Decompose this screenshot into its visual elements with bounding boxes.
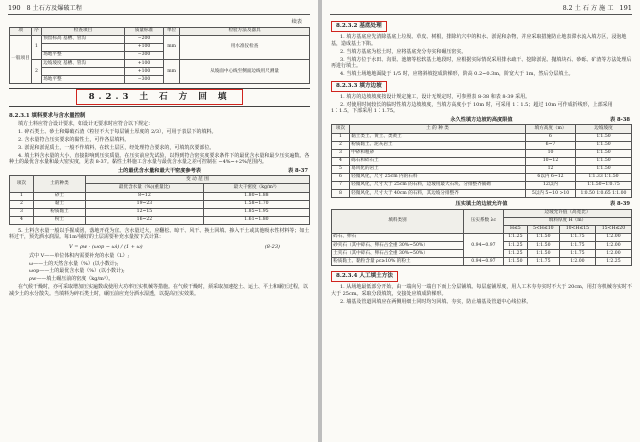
table-cell xyxy=(42,67,125,75)
table-row xyxy=(10,192,310,200)
table-row xyxy=(332,173,632,181)
table-cell: 12 xyxy=(526,165,576,173)
paragraph: 2. 对使用时间较长的临时性填方边坡坡度，当填方高度小于 10m 时，可采用 1∶1.5；超过 10m 可作成折线形，上部采用 1∶1.5，下部采用 1∶1.75。 xyxy=(331,102,613,115)
section-running-title: 8.2 土 石 方 施 工 xyxy=(562,4,614,12)
subsection-heading-base: 8.2.3.2 基底处理 xyxy=(331,21,387,32)
table-cell: 1∶1.25 xyxy=(503,233,527,241)
table-group-header: 变 动 范 围 xyxy=(86,176,310,184)
table-cell: 1∶1.75 xyxy=(559,249,595,257)
table-header: 序 xyxy=(32,27,42,35)
table-row xyxy=(332,233,632,241)
table-cell: 边坡坡度 基槽、管沟 xyxy=(42,59,125,67)
table-row xyxy=(10,208,310,216)
table-cell: 土夹石（其中碎石、卵石占全重 30%~50%） xyxy=(332,249,464,257)
table-cell: 黏土类土、黄土、类黄土 xyxy=(350,133,526,141)
table-cell: 4 xyxy=(332,157,350,165)
table-caption xyxy=(331,201,632,208)
section-title: 8.2.3 土 石 方 回 填 xyxy=(76,89,244,105)
table-cell: 一般项目 xyxy=(10,35,32,83)
table-cell: +100 xyxy=(124,43,163,51)
table-cell: 0.94~0.97 xyxy=(463,258,503,266)
table-row xyxy=(332,141,632,149)
table-cell: 1∶1.25 xyxy=(503,241,527,249)
table-cell: +100 xyxy=(124,59,163,67)
table-header: 土的种类 xyxy=(34,176,86,192)
table-header: 检验方法及器具 xyxy=(180,27,310,35)
table-cell: mm xyxy=(164,59,180,83)
table-cell: 黏土 xyxy=(34,200,86,208)
paragraph: 2. 墙基及管道回填应在两侧用细土同时均匀回填、夯实，防止墙基及管道中心线位移。 xyxy=(340,298,532,305)
table-header: H≤5 xyxy=(503,225,527,233)
table-cell: 1 xyxy=(10,192,34,200)
table-row xyxy=(332,133,632,141)
table-header: 质量标准 xyxy=(124,27,163,35)
formula-expression: V = ρw · (ωop − ωi) / (1 + ω) xyxy=(69,244,143,251)
table-header: 最优含水量（%)(重量比) xyxy=(86,184,204,192)
table-cell: 2 xyxy=(32,59,42,83)
table-number: 表 8-37 xyxy=(288,167,308,174)
table-cell: 1∶2.00 xyxy=(595,249,631,257)
definition-line: ωop——土的最优含水量（%）(以小数计); xyxy=(29,268,125,275)
slope-height-table xyxy=(331,124,632,198)
table-cell: 轻微风化，尺寸大于 25cm 的石料，边坡用最大石块、分排整齐铺砌 xyxy=(350,181,526,189)
table-sub-header: 填料厚度 H（m） xyxy=(503,217,631,225)
formula xyxy=(9,242,310,252)
table-cell: −200 xyxy=(124,35,163,43)
table-cell: 1.61~1.80 xyxy=(203,216,309,224)
table-number: 表 8-39 xyxy=(610,201,630,208)
table-cell: 1∶1.50 xyxy=(576,165,632,173)
table-cell: 1∶1.33 1∶1.50 xyxy=(576,173,632,181)
table-cell: 易风化的岩土 xyxy=(350,165,526,173)
table-header: 5<H≤10 xyxy=(527,225,559,233)
left-running-header xyxy=(8,3,310,15)
continued-label: 续表 xyxy=(291,19,302,25)
table-cell: 从坡面中心线至侧面边线用尺测量 xyxy=(180,59,310,83)
section-heading xyxy=(9,88,310,107)
table-header: 单位 xyxy=(164,27,180,35)
table-header: 项次 xyxy=(10,176,34,192)
acceptance-table xyxy=(9,27,310,84)
table-cell: 10~12 xyxy=(526,157,576,165)
table-cell: 6 xyxy=(526,133,576,141)
table-cell: 2 xyxy=(10,200,34,208)
table-cell: 1∶1.25 xyxy=(503,249,527,257)
right-running-header xyxy=(330,3,632,15)
table-group-header: 边坡允许值（高宽比） xyxy=(503,209,631,217)
table-row xyxy=(10,35,310,43)
table-row xyxy=(332,181,632,189)
table-cell: 用水准仪检查 xyxy=(180,35,310,59)
table-number: 表 8-38 xyxy=(610,116,630,123)
right-page xyxy=(322,0,640,442)
table-cell: 0.94~0.97 xyxy=(463,233,503,257)
table-cell: 6~7 xyxy=(526,141,576,149)
paragraph: 1. 填方的边坡坡度按设计规定施工，设计无规定时，可参照表 8-38 和表 8-39 采用。 xyxy=(340,94,531,101)
table-cell: 6以内 6~12 xyxy=(526,173,576,181)
paragraph: 1. 填方基底应先清除基底上垃圾、草皮、树根，排除坑穴中的积水、淤泥和杂物，并应采取措施防止地表滞水流入填方区，浸泡地基，造成基土下陷。 xyxy=(331,34,627,47)
left-content xyxy=(9,19,310,299)
formula-number: (8-23) xyxy=(264,244,280,251)
table-cell: 1∶1.50 xyxy=(527,249,559,257)
table-cell: 1∶1.50 xyxy=(576,141,632,149)
table-cell: 5 xyxy=(332,165,350,173)
table-cell: 场地平整 xyxy=(42,51,125,59)
paragraph: 填方土料应符合设计要求，如设计无要求时应符合以下规定： xyxy=(18,121,154,127)
table-header: 最大干密度（kg/m³） xyxy=(203,184,309,192)
table-header: 填方高度（m） xyxy=(526,125,576,133)
table-cell: 砾石和碎石土 xyxy=(350,157,526,165)
table-cell: 1∶1.50 xyxy=(576,157,632,165)
paragraph: 4. 填土料含水量的大小，直接影响到压实质量。在压实前应先试验，以得到符合密实度要求条件下的最优含水量和最少压实遍数。各种土的最优含水量和最大密实度，见表 8-37。黏性土料施工含水量与最优含水量之差可控制在 −4%~+2%范围内。 xyxy=(9,152,310,166)
table-cell: 粉质黏土 xyxy=(34,208,86,216)
page-number: 191 xyxy=(619,4,632,13)
table-caption xyxy=(9,168,310,175)
table-cell: 4 xyxy=(10,216,34,224)
table-cell: 1∶1.50 xyxy=(527,233,559,241)
table-cell: 1∶1.75 xyxy=(527,258,559,266)
definition-line: 式中 V——单位体积内需要补充的水量（L）; xyxy=(29,252,130,259)
table-header: 检查项目 xyxy=(42,27,125,35)
table-cell: 1∶1.50 xyxy=(576,149,632,157)
table-cell: 8~12 xyxy=(86,192,204,200)
table-cell: 1∶2.00 xyxy=(595,241,631,249)
moisture-table xyxy=(9,175,310,224)
compacted-slope-table xyxy=(331,209,632,266)
table-title: 压实填土的边坡允许值 xyxy=(455,201,508,208)
table-cell: 1∶1.50 xyxy=(503,258,527,266)
table-cell: 粉土 xyxy=(34,216,86,224)
table-cell: 场地平整 xyxy=(42,76,125,84)
paragraph: 1. 碎石类土、砂土和爆破石渣（粒径不大于每层铺土厚度的 2/3），可用于表层下的填料。 xyxy=(18,128,217,135)
table-cell: 12~15 xyxy=(86,208,204,216)
table-cell: 12以内 xyxy=(526,181,576,189)
table-cell: 1.85~1.95 xyxy=(203,208,309,216)
table-row xyxy=(10,200,310,208)
table-cell: −300 xyxy=(124,51,163,59)
formula-definitions xyxy=(9,253,310,283)
table-header: 压实系数 λc xyxy=(463,209,503,233)
table-row xyxy=(332,165,632,173)
table-cell: 19~23 xyxy=(86,200,204,208)
paragraph: 2. 当填方基底为松土时，应将基底充分夯实和碾压密实。 xyxy=(340,48,467,55)
table-cell: 砂土 xyxy=(34,192,86,200)
table-cell xyxy=(42,43,125,51)
paragraph: 2. 含水量符合压实要求的黏性土，可作各层填料。 xyxy=(18,136,130,143)
table-cell: 1∶1.50 xyxy=(576,133,632,141)
subsection-heading-manual-fill: 8.2.3.4 人工填土方法 xyxy=(331,271,398,282)
table-cell: 粉质黏土、泥灰岩土 xyxy=(350,141,526,149)
table-cell: 7 xyxy=(332,181,350,189)
table-cell: 16~22 xyxy=(86,216,204,224)
table-cell: 1 xyxy=(32,35,42,59)
table-cell: 碎石、卵石 xyxy=(332,233,464,241)
table-row xyxy=(10,59,310,67)
table-cell: 粉质黏土、黏粒含量 ρc≥10% 的粉土 xyxy=(332,258,464,266)
page-number: 190 xyxy=(8,4,21,13)
subsection-heading-slope: 8.2.3.3 填方边坡 xyxy=(331,81,387,92)
definition-line: ρw——填土碾压前的密度（kg/m³）。 xyxy=(29,276,114,283)
table-cell: +100 xyxy=(124,67,163,75)
table-header: 项次 xyxy=(332,125,350,133)
table-cell: 1∶2.00 xyxy=(595,233,631,241)
left-page xyxy=(0,0,318,442)
paragraph: 1. 从场地最低部分开始，由一端向另一端自下而上分层铺填。每层虚铺厚度，用人工木夯夯实时不大于 20cm，用打夯机械夯实时不大于 25cm。采取分段填筑，交接处应填成阶梯形。 xyxy=(331,284,632,297)
table-row xyxy=(332,258,632,266)
table-header: 项 xyxy=(10,27,32,35)
table-row xyxy=(10,216,310,224)
table-cell: 3 xyxy=(10,208,34,216)
table-cell: 8 xyxy=(332,189,350,197)
table-cell: 2 xyxy=(332,141,350,149)
table-cell: 1 xyxy=(332,133,350,141)
paragraph: 3. 淤泥和淤泥质土，一般不作填料，在软土层区，经处理符合要求的，可填筑次要部位。 xyxy=(18,144,215,151)
table-cell: 1∶2.00 xyxy=(559,258,595,266)
table-header: 填料类别 xyxy=(332,209,464,233)
table-cell: 5以内 5~10 >10 xyxy=(526,189,576,197)
table-cell: 10 xyxy=(526,149,576,157)
table-cell: −300 xyxy=(124,76,163,84)
table-header: 土 的 种 类 xyxy=(350,125,526,133)
table-cell: 1∶0.50 1∶0.65 1∶1.00 xyxy=(576,189,632,197)
table-title: 土的最优含水量和最大干密度参考表 xyxy=(117,167,201,174)
paragraph: 3. 当填方位于水田、沟渠、池塘等松软基土地段时，应根据实际情况采用排水疏干、挖除淤泥、抛填块石、砂砾、矿渣等方法处理后再进行填土。 xyxy=(331,56,632,69)
table-cell: 轻微风化，尺寸大于 40cm 的石料，其边坡分排整齐 xyxy=(350,189,526,197)
right-content xyxy=(331,19,632,307)
table-cell: 轻微风化，尺寸 25cm 内的石料 xyxy=(350,173,526,181)
paragraph: 4. 当填土场地地面陡于 1/5 时，应将斜坡挖成阶梯形，阶高 0.2~0.3m，阶宽大于 1m，然后分层填土。 xyxy=(340,70,574,77)
table-header: 边坡坡度 xyxy=(576,125,632,133)
paragraph: 在气候干燥时，亦可采取增加压实遍数或使用大功率压实机械等措施。在气候干燥时，须采取加速挖土、运土、平土和碾压过程，以减少土的水分散失。当填料为碎石类土时，碾压前应充分洒水湿透，以提高压实效果。 xyxy=(9,284,309,297)
table-cell: 1.80~1.88 xyxy=(203,192,309,200)
table-cell: 1∶1.50~1∶0.75 xyxy=(576,181,632,189)
table-cell: 1.58~1.70 xyxy=(203,200,309,208)
table-cell: 中砂和粗砂 xyxy=(350,149,526,157)
subsection-heading: 8.2.3.1 填料要求与含水量控制 xyxy=(9,113,86,120)
table-row xyxy=(332,157,632,165)
table-cell: 1∶1.75 xyxy=(559,241,595,249)
table-cell: 1∶1.50 xyxy=(527,241,559,249)
table-row xyxy=(332,149,632,157)
chapter-title: 8 土石方及爆破工程 xyxy=(26,4,82,12)
table-cell: 1∶1.75 xyxy=(559,233,595,241)
paragraph: 5. 土料含水量一般以手握成团，落地开花为宜。含水量过大，应翻松、晾干、风干、换土回填、掺入干土或其他吸水性材料等；如土料过干，预先洒水润湿。每1m³铺好的土层需要补充水量按下式计算： xyxy=(9,227,310,241)
table-row xyxy=(332,189,632,197)
table-cell: 砂夹石（其中碎石、卵石占全重 30%~50%） xyxy=(332,241,464,249)
table-cell: 6 xyxy=(332,173,350,181)
table-title: 永久性填方边坡的高度限值 xyxy=(450,116,513,123)
table-caption xyxy=(331,117,632,124)
table-cell: mm xyxy=(164,35,180,59)
definition-line: ω——土的天然含水量（%）(以小数计); xyxy=(29,260,119,267)
table-header: 10<H≤15 xyxy=(559,225,595,233)
table-cell: 3 xyxy=(332,149,350,157)
table-header: 15<H≤20 xyxy=(595,225,631,233)
table-cell: 预留标高 基槽、管沟 xyxy=(42,35,125,43)
table-cell: 1∶2.25 xyxy=(595,258,631,266)
